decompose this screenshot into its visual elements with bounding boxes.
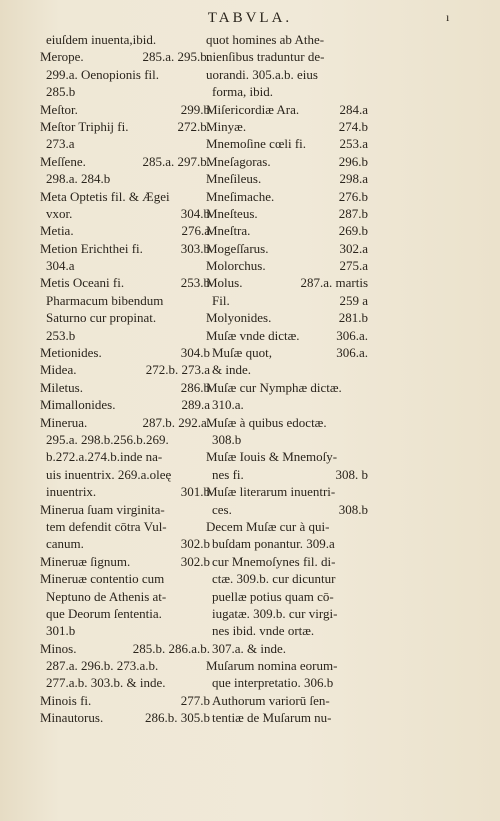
index-entry	[206, 396, 368, 413]
entry-heading: Meta Optetis fil. & Ægei	[40, 188, 170, 204]
index-entry	[206, 674, 368, 691]
entry-heading: Muſæ vnde dictæ.	[206, 327, 300, 343]
index-entry	[40, 396, 210, 413]
entry-heading: Molus.	[206, 275, 243, 291]
entry-heading: puellæ potius quam cō-	[212, 588, 334, 604]
index-entry	[40, 588, 210, 605]
index-entry	[206, 466, 368, 483]
index-entry	[40, 448, 210, 465]
entry-heading: & inde.	[212, 362, 251, 378]
entry-reference: 285.b. 286.a.b.	[132, 640, 210, 656]
index-entry	[40, 292, 210, 309]
index-entry	[206, 222, 368, 239]
index-entry	[206, 292, 368, 309]
index-entry	[40, 431, 210, 448]
entry-heading: Miſericordiæ Ara.	[206, 101, 300, 117]
index-entry	[206, 205, 368, 222]
entry-reference: 286.b. 305.b	[145, 710, 210, 726]
index-entry	[40, 640, 210, 657]
index-entry	[40, 222, 210, 239]
index-entry	[206, 692, 368, 709]
entry-heading: Mneſileus.	[206, 171, 262, 187]
entry-heading: Mneſteus.	[206, 205, 258, 221]
entry-heading: Fil.	[212, 292, 230, 308]
index-entry	[206, 570, 368, 587]
index-entry	[40, 83, 210, 100]
index-entry	[206, 622, 368, 639]
entry-reference: 296.b	[338, 153, 368, 169]
index-entry	[206, 588, 368, 605]
index-entry	[206, 66, 368, 83]
entry-heading: 304.a	[46, 258, 75, 274]
entry-heading: 307.a. & inde.	[212, 640, 287, 656]
index-entry	[206, 361, 368, 378]
entry-reference: 302.b	[180, 536, 210, 552]
entry-reference: 275.a	[339, 258, 368, 274]
index-entry	[206, 327, 368, 344]
entry-heading: cur Mnemoſynes fil. di-	[212, 553, 336, 569]
entry-heading: 295.a. 298.b.256.b.269.	[46, 431, 169, 447]
entry-heading: Authorum variorū ſen-	[212, 692, 330, 708]
entry-heading: Decem Muſæ cur à qui-	[206, 518, 330, 534]
entry-reference: 284.a	[339, 101, 368, 117]
index-entry	[40, 205, 210, 222]
index-entry	[206, 553, 368, 570]
index-entry	[40, 48, 210, 65]
index-entry	[40, 570, 210, 587]
index-entry	[206, 640, 368, 657]
entry-heading: Minerua ſuam virginita-	[40, 501, 165, 517]
index-entry	[206, 48, 368, 65]
entry-heading: inuentrix.	[46, 484, 97, 500]
index-entry	[40, 135, 210, 152]
index-entry	[40, 466, 210, 483]
entry-heading: 308.b	[212, 431, 242, 447]
index-entry	[206, 535, 368, 552]
index-entry	[206, 309, 368, 326]
entry-heading: uorandi. 305.a.b. eius	[206, 66, 318, 82]
entry-heading: Metion Erichthei fi.	[40, 240, 143, 256]
index-entry	[40, 553, 210, 570]
index-entry	[206, 448, 368, 465]
entry-reference: 276.a	[181, 223, 210, 239]
entry-heading: tem defendit cōtra Vul-	[46, 518, 167, 534]
index-entry	[206, 709, 368, 726]
entry-heading: ctæ. 309.b. cur dicuntur	[212, 571, 336, 587]
index-entry	[206, 188, 368, 205]
entry-heading: Meſſene.	[40, 153, 86, 169]
entry-reference: 303.b	[180, 240, 210, 256]
index-entry	[40, 101, 210, 118]
entry-heading: Metionides.	[40, 345, 102, 361]
entry-reference: 259 a	[339, 292, 368, 308]
entry-heading: Mneſtra.	[206, 223, 251, 239]
entry-reference: 302.a	[339, 240, 368, 256]
index-entry	[40, 274, 210, 291]
page-mark: ı	[446, 10, 450, 24]
entry-heading: Molyonides.	[206, 310, 272, 326]
entry-reference: 272.b.	[177, 118, 210, 134]
entry-reference: 302.b	[180, 553, 210, 569]
entry-reference: 269.b	[338, 223, 368, 239]
entry-heading: iugatæ. 309.b. cur virgi-	[212, 605, 338, 621]
index-entry	[40, 31, 210, 48]
index-column-left	[40, 31, 210, 727]
index-entry	[206, 274, 368, 291]
entry-heading: Muſæ literarum inuentri-	[206, 484, 336, 500]
entry-heading: uis inuentrix. 269.a.oleę	[46, 466, 172, 482]
entry-heading: 287.a. 296.b. 273.a.b.	[46, 658, 159, 674]
index-entry	[40, 483, 210, 500]
entry-heading: 253.b	[46, 327, 76, 343]
entry-reference: 253.a	[339, 136, 368, 152]
entry-heading: Miletus.	[40, 379, 83, 395]
entry-reference: 281.b	[338, 310, 368, 326]
index-entry	[40, 240, 210, 257]
entry-reference: 301.b	[180, 484, 210, 500]
index-entry	[40, 153, 210, 170]
entry-heading: Muſarum nomina eorum-	[206, 658, 338, 674]
index-entry	[40, 501, 210, 518]
index-entry	[206, 170, 368, 187]
entry-reference: 304.b	[180, 345, 210, 361]
index-entry	[206, 118, 368, 135]
entry-heading: Muſæ à quibus edoctæ.	[206, 414, 327, 430]
entry-reference: 277.b	[180, 692, 210, 708]
entry-heading: Minos.	[40, 640, 77, 656]
index-entry	[206, 344, 368, 361]
entry-heading: quot homines ab Athe-	[206, 32, 325, 47]
entry-heading: 299.a. Oenopionis fil.	[46, 66, 160, 82]
index-entry	[40, 257, 210, 274]
entry-heading: b.272.a.274.b.inde na-	[46, 449, 163, 465]
entry-heading: Muſæ quot,	[212, 345, 272, 361]
entry-heading: Minois fi.	[40, 692, 92, 708]
index-column-right	[206, 31, 368, 727]
entry-reference: 285.a. 297.b.	[142, 153, 210, 169]
index-entry	[206, 153, 368, 170]
index-entry	[40, 692, 210, 709]
entry-heading: 310.a.	[212, 397, 244, 413]
index-entry	[40, 309, 210, 326]
entry-reference: 253.b	[180, 275, 210, 291]
entry-heading: tentiæ de Muſarum nu-	[212, 710, 332, 726]
index-entry	[206, 414, 368, 431]
entry-heading: Metis Oceani fi.	[40, 275, 125, 291]
index-entry	[40, 518, 210, 535]
index-entry	[206, 240, 368, 257]
entry-heading: Pharmacum bibendum	[46, 292, 164, 308]
index-entry	[40, 622, 210, 639]
entry-heading: Neptuno de Athenis at-	[46, 588, 167, 604]
entry-heading: canum.	[46, 536, 84, 552]
entry-heading: Mneſimache.	[206, 188, 275, 204]
entry-reference: 287.b. 292.a.	[142, 414, 210, 430]
entry-heading: Muſæ Iouis & Mnemoſy-	[206, 449, 338, 465]
entry-reference: 289.a	[181, 397, 210, 413]
entry-heading: vxor.	[46, 205, 73, 221]
entry-heading: que interpretatio. 306.b	[212, 675, 334, 691]
index-entry	[206, 605, 368, 622]
entry-heading: Mineruæ contentio cum	[40, 571, 165, 587]
entry-heading: Saturno cur propinat.	[46, 310, 157, 326]
entry-heading: Meſtor Triphij fi.	[40, 118, 129, 134]
entry-heading: 298.a. 284.b	[46, 171, 111, 187]
entry-reference: 298.a	[339, 171, 368, 187]
entry-reference: 287.a. martis	[300, 275, 368, 291]
entry-heading: nienſibus traduntur de-	[206, 49, 325, 65]
entry-heading: Mimallonides.	[40, 397, 116, 413]
entry-heading: Mnemoſine cœli fi.	[206, 136, 307, 152]
entry-heading: 277.a.b. 303.b. & inde.	[46, 675, 166, 691]
entry-heading: forma, ibid.	[212, 84, 274, 100]
index-entry	[40, 657, 210, 674]
index-entry	[206, 501, 368, 518]
index-entry	[40, 188, 210, 205]
entry-heading: Mneſagoras.	[206, 153, 271, 169]
entry-heading: Meſtor.	[40, 101, 78, 117]
entry-reference: 286.b	[180, 379, 210, 395]
index-entry	[40, 379, 210, 396]
index-entry	[206, 31, 368, 48]
entry-heading: que Deorum ſententia.	[46, 605, 162, 621]
entry-heading: Mogeſſarus.	[206, 240, 269, 256]
index-entry	[206, 83, 368, 100]
index-entry	[40, 66, 210, 83]
entry-heading: nes ibid. vnde ortæ.	[212, 623, 315, 639]
entry-heading: Midea.	[40, 362, 77, 378]
index-entry	[40, 361, 210, 378]
entry-heading: buſdam ponantur. 309.a	[212, 536, 335, 552]
index-entry	[206, 135, 368, 152]
entry-heading: 285.b	[46, 84, 76, 100]
index-entry	[206, 657, 368, 674]
entry-heading: Muſæ cur Nymphæ dictæ.	[206, 379, 342, 395]
index-entry	[40, 674, 210, 691]
entry-reference: 299.b	[180, 101, 210, 117]
page-header: TABVLA.	[207, 10, 293, 26]
entry-reference: 308. b	[335, 466, 368, 482]
index-entry	[206, 257, 368, 274]
entry-reference: 304.b	[180, 205, 210, 221]
entry-reference: 287.b	[338, 205, 368, 221]
index-entry	[206, 518, 368, 535]
index-entry	[206, 379, 368, 396]
entry-heading: 301.b	[46, 623, 76, 639]
index-entry	[206, 101, 368, 118]
entry-heading: Molorchus.	[206, 258, 266, 274]
entry-reference: 306.a.	[336, 345, 368, 361]
index-entry	[40, 118, 210, 135]
entry-heading: Minyæ.	[206, 118, 247, 134]
entry-heading: Minautorus.	[40, 710, 104, 726]
entry-reference: 276.b	[338, 188, 368, 204]
index-entry	[40, 709, 210, 726]
index-entry	[206, 483, 368, 500]
entry-reference: 272.b. 273.a	[145, 362, 210, 378]
entry-heading: nes fi.	[212, 466, 244, 482]
entry-heading: Metia.	[40, 223, 74, 239]
index-entry	[40, 414, 210, 431]
entry-reference: 274.b	[338, 118, 368, 134]
entry-heading: Minerua.	[40, 414, 88, 430]
index-entry	[40, 327, 210, 344]
entry-heading: eiuſdem inuenta,ibid.	[46, 32, 157, 47]
index-entry	[40, 344, 210, 361]
entry-heading: 273.a	[46, 136, 75, 152]
entry-heading: ces.	[212, 501, 232, 517]
entry-reference: 285.a. 295.b.	[142, 49, 210, 65]
index-entry	[40, 535, 210, 552]
entry-heading: Mineruæ ſignum.	[40, 553, 131, 569]
index-entry	[206, 431, 368, 448]
entry-heading: Merope.	[40, 49, 84, 65]
entry-reference: 308.b	[338, 501, 368, 517]
entry-reference: 306.a.	[336, 327, 368, 343]
index-entry	[40, 605, 210, 622]
index-entry	[40, 170, 210, 187]
